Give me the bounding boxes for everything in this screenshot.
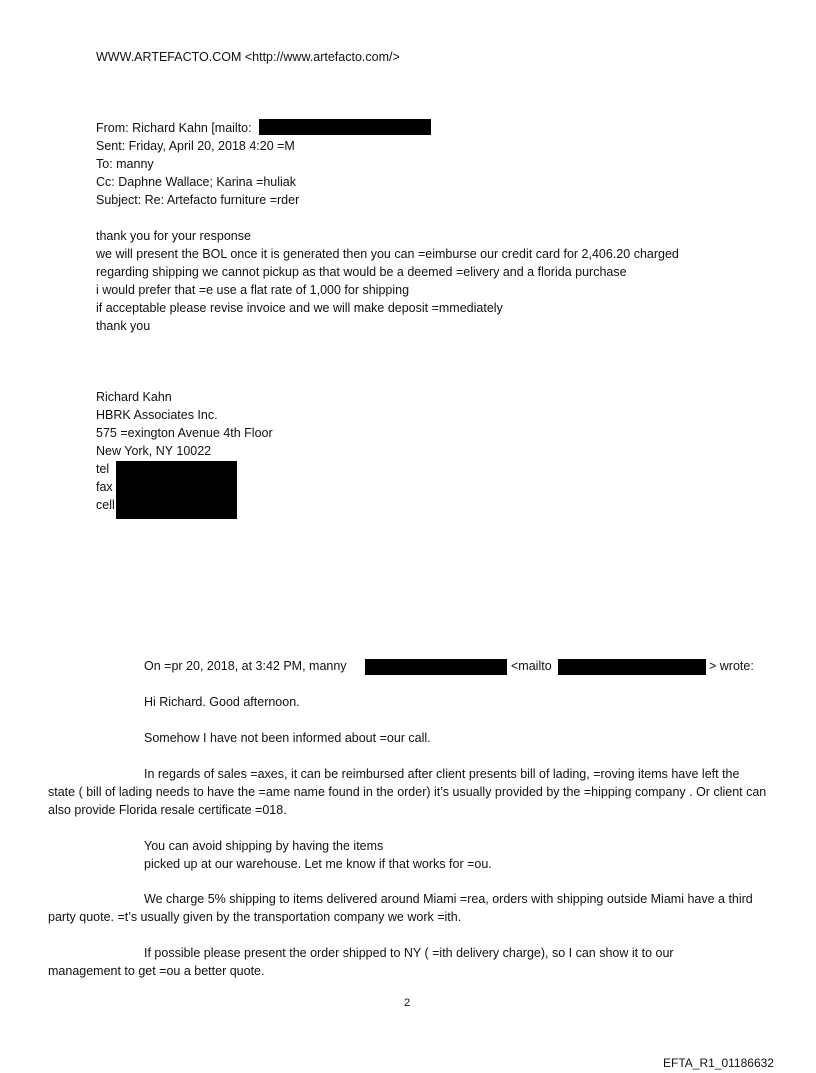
- quoted-intro-prefix: On =pr 20, 2018, at 3:42 PM, manny: [144, 659, 347, 673]
- redaction-sender-email: [365, 659, 507, 675]
- redaction-mailto-email: [558, 659, 706, 675]
- quoted-paragraph: Somehow I have not been informed about =our call.: [144, 731, 431, 745]
- email-from: From: Richard Kahn [mailto:: [96, 121, 252, 135]
- body-line: thank you: [96, 319, 151, 333]
- email-to: To: manny: [96, 157, 154, 171]
- signature-city: New York, NY 10022: [96, 444, 212, 458]
- signature-tel-label: tel: [96, 462, 110, 476]
- quoted-paragraph: If possible please present the order shipped to NY ( =ith delivery charge), so I can show it to our management to get =ou a better quote.: [48, 946, 674, 978]
- quoted-paragraph: We charge 5% shipping to items delivered around Miami =rea, orders with shipping outside Miami have a third party quote. =t’s usually given by the transportation company we work =ith.: [48, 892, 753, 924]
- signature-address: 575 =exington Avenue 4th Floor: [96, 426, 273, 440]
- document-id: EFTA_R1_01186632: [663, 1056, 774, 1070]
- email-sent: Sent: Friday, April 20, 2018 4:20 =M: [96, 139, 295, 153]
- signature-fax-label: fax: [96, 480, 113, 494]
- quoted-intro-suffix: > wrote:: [709, 659, 754, 673]
- quoted-intro-mailto: <mailto: [511, 659, 552, 673]
- signature-company: HBRK Associates Inc.: [96, 408, 218, 422]
- signature-name: Richard Kahn: [96, 390, 172, 404]
- redaction-phone-numbers: [116, 461, 237, 519]
- email-cc: Cc: Daphne Wallace; Karina =huliak: [96, 175, 296, 189]
- quoted-paragraph-line: You can avoid shipping by having the items: [144, 839, 384, 853]
- redaction-from-email: [259, 119, 431, 135]
- email-subject: Subject: Re: Artefacto furniture =rder: [96, 193, 300, 207]
- page-number: 2: [404, 997, 411, 1009]
- url-line: WWW.ARTEFACTO.COM <http://www.artefacto.com/>: [96, 50, 400, 64]
- body-line: if acceptable please revise invoice and we will make deposit =mmediately: [96, 301, 503, 315]
- body-line: thank you for your response: [96, 229, 251, 243]
- quoted-paragraph-line: picked up at our warehouse. Let me know if that works for =ou.: [144, 857, 492, 871]
- body-line: regarding shipping we cannot pickup as that would be a deemed =elivery and a florida purchase: [96, 265, 627, 279]
- quoted-greeting: Hi Richard. Good afternoon.: [144, 695, 300, 709]
- body-line: we will present the BOL once it is generated then you can =eimburse our credit card for 2,406.20 charged: [96, 247, 679, 261]
- quoted-paragraph: In regards of sales =axes, it can be reimbursed after client presents bill of lading, =roving items have left the state ( bill of lading needs to have the =ame name found in the order) it’s usually provided by the =hipping company . Or client can also provide Florida resale certificate =018.: [48, 767, 767, 817]
- signature-cell-label: cell: [96, 498, 115, 512]
- body-line: i would prefer that =e use a flat rate of 1,000 for shipping: [96, 283, 410, 297]
